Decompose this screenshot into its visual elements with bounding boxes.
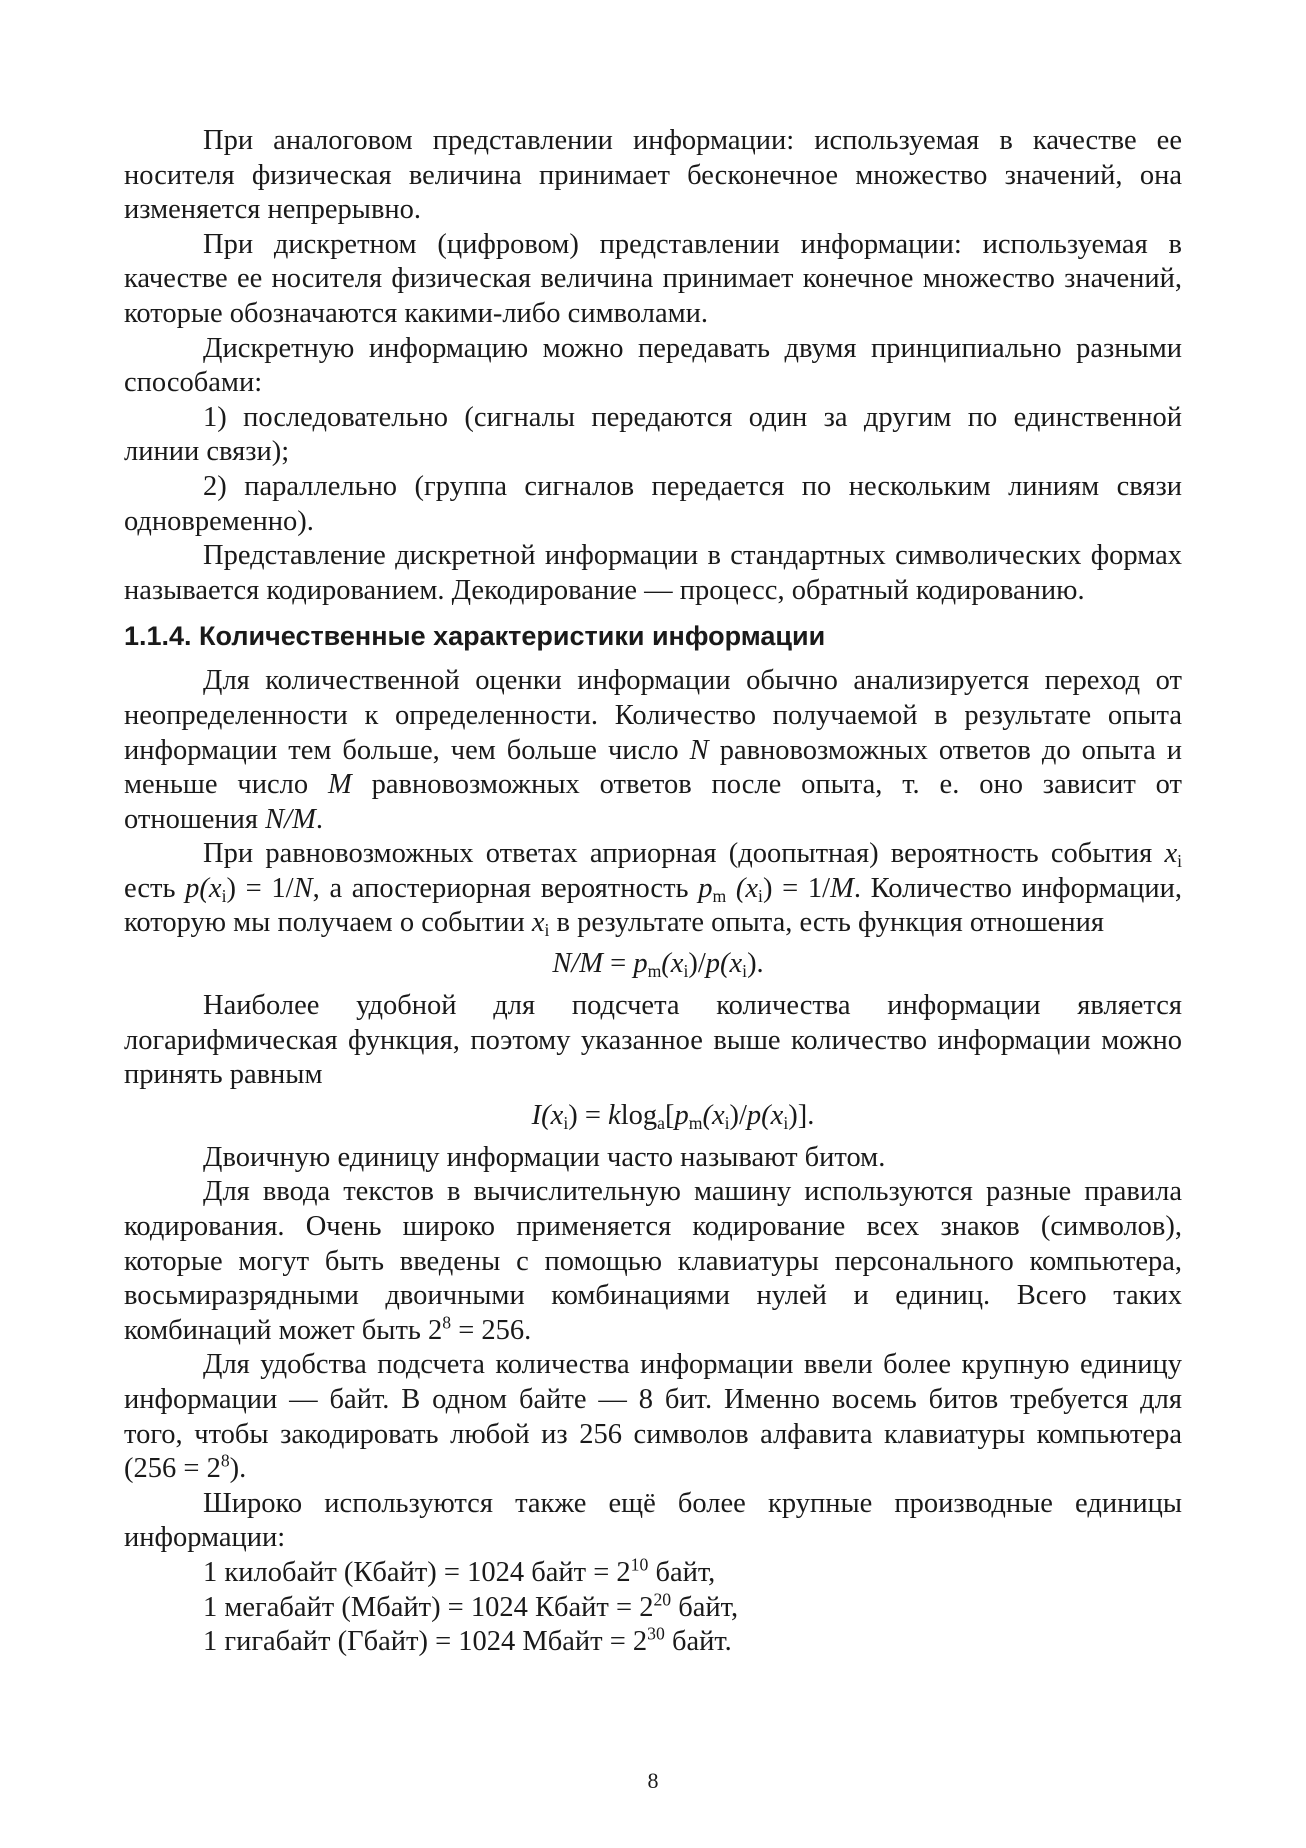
text-segment: ). bbox=[229, 1453, 247, 1485]
formula-part: N/M bbox=[552, 948, 603, 980]
formula-part: ). bbox=[747, 948, 764, 980]
var-x: x bbox=[1164, 838, 1178, 870]
paragraph-discrete: При дискретном (цифровом) представлении информации: используемая в качестве ее носителя физическая величина принимает конечное множество значений, которые обозначаются какими-либо символами. bbox=[124, 228, 1182, 329]
paragraph-encoding bbox=[124, 1175, 1182, 1348]
formula-part: (x bbox=[720, 948, 743, 980]
text-segment: ) = 1/ bbox=[762, 872, 831, 904]
formula-sub: i bbox=[683, 961, 689, 981]
formula-part: )/ bbox=[729, 1099, 747, 1131]
section-heading: 1.1.4. Количественные характеристики информации bbox=[124, 621, 826, 652]
text-segment: ) = 1/ bbox=[226, 872, 294, 904]
text-segment: 1 гигабайт (Гбайт) = 1024 Мбайт = 2 bbox=[203, 1626, 648, 1658]
text-segment: равновозможных ответов после опыта, т. е. оно зависит от отношения bbox=[124, 769, 1182, 835]
formula-sub: i bbox=[783, 1112, 789, 1133]
formula-part: [ bbox=[664, 1099, 675, 1131]
text-segment: . bbox=[315, 803, 323, 835]
superscript: 20 bbox=[653, 1588, 672, 1609]
sub-i: i bbox=[544, 920, 550, 941]
text-segment: Для ввода текстов в вычислительную машину используются разные правила кодирования. Очень широко применяется кодирование всех знаков (символов), которые могут быть введены с помощью клавиатуры персонального компьютера, восьмиразрядными двоичными комбинациями нулей и единиц. Всего таких комбинаций может быть 2 bbox=[124, 1176, 1182, 1346]
unit-line-gigabyte bbox=[124, 1625, 1182, 1660]
formula-sub: a bbox=[657, 1112, 665, 1133]
var-p: p bbox=[698, 872, 713, 904]
formula-sub: i bbox=[724, 1112, 730, 1133]
superscript: 30 bbox=[647, 1623, 665, 1644]
text-segment: в результате опыта, есть функция отношения bbox=[549, 907, 1104, 939]
paragraph-analog: При аналоговом представлении информации: используемая в качестве ее носителя физическая величина принимает бесконечное множество значений, она изменяется непрерывно. bbox=[124, 125, 1182, 226]
formula-part: log bbox=[620, 1099, 658, 1131]
paragraph-log-function: Наиболее удобной для подсчета количества информации является логарифмическая функция, поэтому указанное выше количество информации можно принять равным bbox=[124, 990, 1182, 1091]
paragraph-quantitative bbox=[124, 664, 1182, 837]
formula-part: p bbox=[674, 1099, 689, 1131]
var-NM: N/M bbox=[265, 803, 316, 835]
var-M: M bbox=[830, 872, 854, 904]
text-segment: байт. bbox=[664, 1626, 732, 1658]
unit-line-kilobyte bbox=[124, 1556, 1182, 1591]
unit-line-megabyte bbox=[124, 1588, 1182, 1626]
sub-m: m bbox=[712, 885, 727, 906]
formula-information bbox=[124, 1097, 1182, 1135]
formula-part: k bbox=[608, 1099, 621, 1131]
expr-x: (x bbox=[726, 872, 759, 904]
sub-i: i bbox=[758, 885, 763, 906]
text-segment: есть bbox=[124, 872, 186, 904]
page-body bbox=[124, 124, 1182, 1660]
text-segment: 1 килобайт (Кбайт) = 1024 байт = 2 bbox=[203, 1556, 631, 1588]
sub-i: i bbox=[221, 885, 227, 906]
formula-part: p bbox=[633, 948, 648, 980]
text-segment: , а апостериорная вероятность bbox=[312, 872, 699, 904]
superscript: 8 bbox=[220, 1450, 230, 1471]
page-number: 8 bbox=[647, 1768, 659, 1793]
list-item-parallel: 2) параллельно (группа сигналов передается по нескольким линиям связи одновременно). bbox=[124, 470, 1182, 537]
var-x: x bbox=[531, 907, 545, 939]
paragraph-derived-units: Широко используются также ещё более крупные производные единицы информации: bbox=[124, 1487, 1182, 1554]
formula-sub: i bbox=[563, 1112, 569, 1133]
text-segment: 1 мегабайт (Мбайт) = 1024 Кбайт = 2 bbox=[203, 1591, 654, 1623]
formula-part: = bbox=[602, 948, 634, 980]
paragraph-probability bbox=[124, 837, 1182, 941]
text-segment: байт, bbox=[671, 1591, 739, 1623]
var-N: N bbox=[689, 734, 709, 766]
paragraph-transmission-methods: Дискретную информацию можно передавать двумя принципиально разными способами: bbox=[124, 332, 1182, 399]
formula-sub: i bbox=[742, 961, 748, 981]
var-M: M bbox=[327, 769, 352, 801]
text-segment: При равновозможных ответах априорная (доопытная) вероятность события bbox=[203, 838, 1165, 870]
formula-part: ) = bbox=[568, 1099, 609, 1131]
superscript: 8 bbox=[442, 1312, 452, 1333]
text-segment: = 256. bbox=[451, 1314, 532, 1346]
formula-part: (x bbox=[761, 1099, 784, 1131]
paragraph-coding: Представление дискретной информации в стандартных символических формах называется кодированием. Декодирование — процесс, обратный кодированию. bbox=[124, 540, 1182, 606]
paragraph-byte bbox=[124, 1348, 1182, 1486]
formula-part: p bbox=[705, 948, 721, 980]
list-item-sequential: 1) последовательно (сигналы передаются один за другим по единственной линии связи); bbox=[124, 401, 1182, 468]
formula-part: )/ bbox=[688, 948, 706, 980]
superscript: 10 bbox=[630, 1554, 649, 1575]
expr-p-x: p(x bbox=[185, 872, 222, 904]
formula-part: (x bbox=[661, 948, 684, 980]
formula-sub: m bbox=[688, 1112, 703, 1133]
text-segment: Для удобства подсчета количества информации ввели более крупную единицу информации — байт. В одном байте — 8 бит. Именно восемь битов требуется для того, чтобы закодировать любой из 256 символов алфавита клавиатуры компьютера (256 = 2 bbox=[124, 1349, 1182, 1485]
paragraph-bit: Двоичную единицу информации часто называют битом. bbox=[203, 1141, 886, 1173]
formula-part: (x bbox=[541, 1099, 564, 1131]
text-segment: равновозможных ответов до опыта и меньше число bbox=[124, 734, 1182, 801]
formula-part: p bbox=[746, 1099, 762, 1131]
text-segment: байт, bbox=[648, 1556, 716, 1588]
text-segment: . Количество информации, которую мы получаем о событии bbox=[124, 872, 1183, 939]
sub-i: i bbox=[1177, 851, 1182, 872]
formula-part: )]. bbox=[788, 1099, 815, 1131]
formula-sub: m bbox=[647, 961, 662, 981]
formula-ratio bbox=[124, 945, 1182, 983]
text-segment: Для количественной оценки информации обычно анализируется переход от неопределенности к определенности. Количество получаемой в результате опыта информации тем больше, чем больше число bbox=[124, 665, 1182, 766]
formula-part: (x bbox=[702, 1099, 725, 1131]
var-N: N bbox=[293, 872, 313, 904]
formula-part: I bbox=[531, 1099, 542, 1131]
